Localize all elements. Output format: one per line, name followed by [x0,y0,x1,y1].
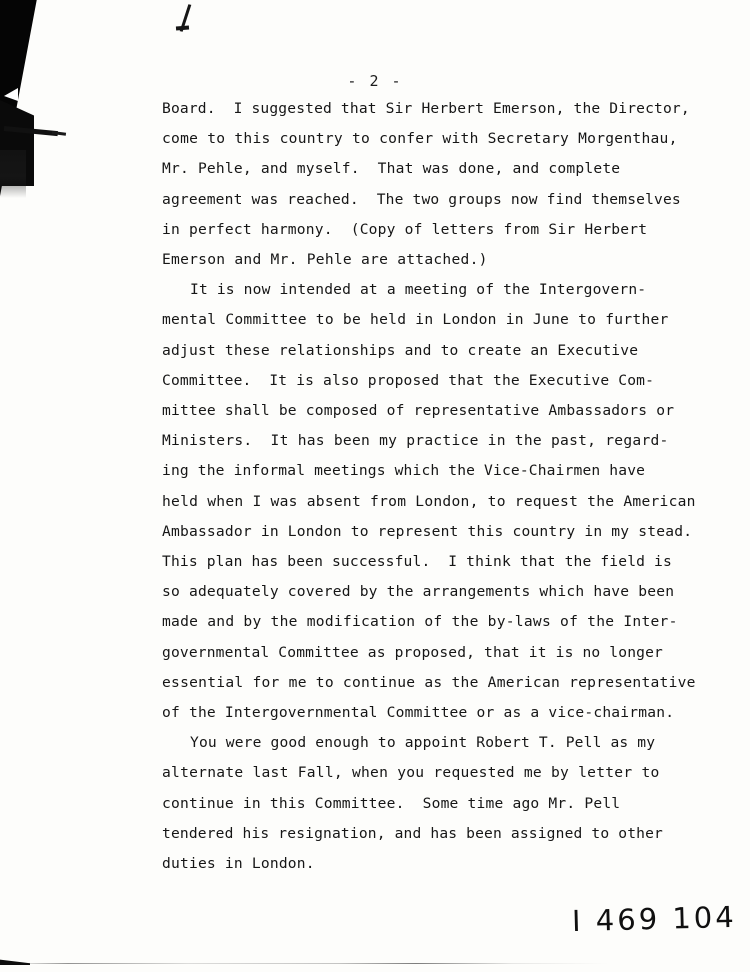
paragraph-3 [162,728,702,879]
text-line: Mr. Pehle, and myself. That was done, and complete [162,160,621,178]
text-line: in perfect harmony. (Copy of letters from Sir Herbert [162,220,648,238]
text-line: This plan has been successful. I think that the field is [162,553,672,571]
scan-shadow-block-artifact [0,100,34,186]
page-number: - 2 - [347,72,403,90]
text-line: It is now intended at a meeting of the Intergovern- [190,281,647,299]
text-line: mental Committee to be held in London in June to further [162,311,669,329]
text-line: Emerson and Mr. Pehle are attached.) [162,251,488,269]
archival-handwritten-annotation: I 469 104 [571,899,738,939]
document-body [162,94,702,879]
text-line: You were good enough to appoint Robert T. Pell as my [190,734,656,752]
text-line: Ministers. It has been my practice in the past, regard- [162,432,669,450]
text-line: Ambassador in London to represent this country in my stead. [162,522,693,540]
pen-mark-foot-icon [176,26,189,31]
scan-shadow-artifact [0,0,108,196]
text-line: Board. I suggested that Sir Herbert Emerson, the Director, [162,100,690,117]
text-line: so adequately covered by the arrangements which have been [162,583,675,601]
paragraph-2 [162,275,702,728]
text-line: agreement was reached. The two groups now find themselves [162,190,681,208]
scan-streak-artifact [4,126,58,136]
scan-shadow-fade-artifact [0,150,26,198]
text-line: ing the informal meetings which the Vice-Chairmen have [162,462,646,480]
paper-edge-blob [0,959,30,965]
paper-edge-line [8,963,608,964]
text-line: essential for me to continue as the American representative [162,673,696,691]
text-line: of the Intergovernmental Committee or as a vice-chairman. [162,704,675,722]
text-line: held when I was absent from London, to request the American [162,492,696,510]
text-line: adjust these relationships and to create an Executive [162,341,639,359]
paragraph-1 [162,94,702,275]
pen-mark-icon [180,4,192,31]
text-line: duties in London. [162,855,315,873]
text-line: continue in this Committee. Some time ago Mr. Pell [162,794,621,812]
text-line: alternate last Fall, when you requested me by letter to [162,764,660,782]
scan-streak-tail-artifact [52,131,66,136]
text-line: mittee shall be composed of representative Ambassadors or [162,402,675,420]
text-line: Committee. It is also proposed that the Executive Com- [162,371,655,389]
text-line: tendered his resignation, and has been assigned to other [162,824,663,842]
text-line: come to this country to confer with Secretary Morgenthau, [162,130,678,148]
text-line: governmental Committee as proposed, that it is no longer [162,643,663,661]
text-line: made and by the modification of the by-laws of the Inter- [162,613,678,631]
